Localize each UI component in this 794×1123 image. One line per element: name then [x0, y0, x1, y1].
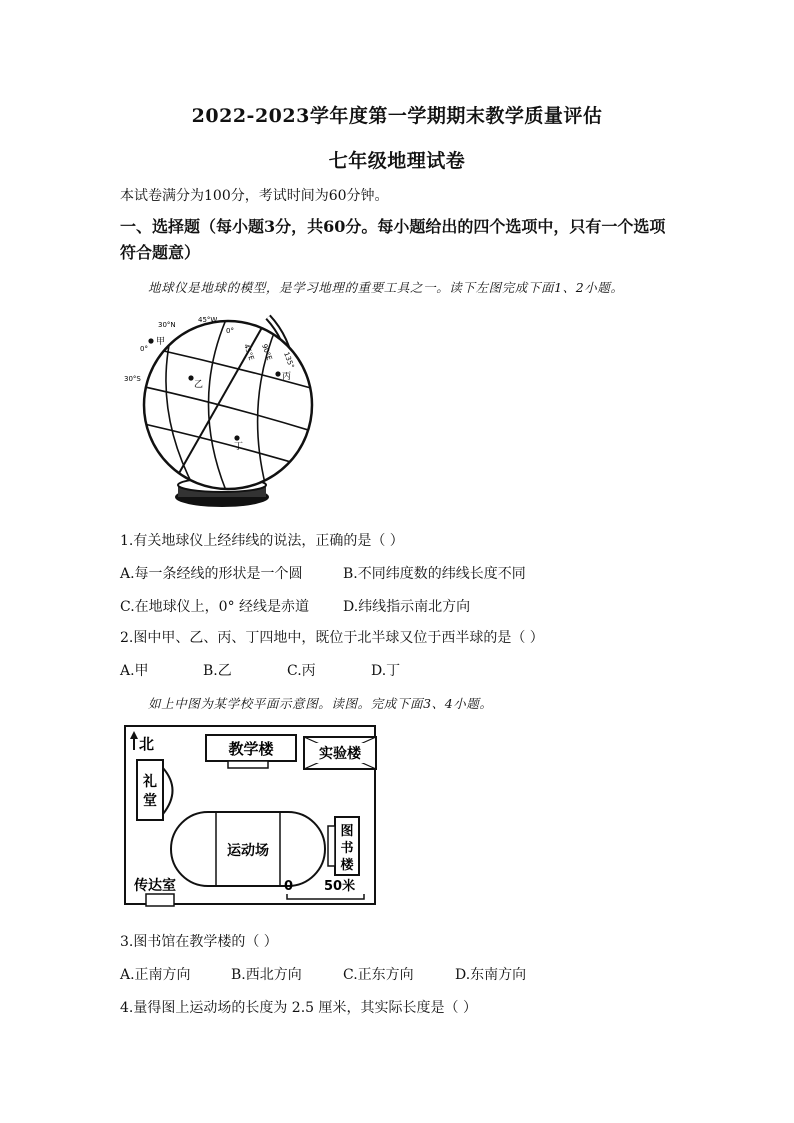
hall-building — [137, 760, 163, 820]
exam-instructions: 本试卷满分为100分，考试时间为60分钟。 — [120, 188, 389, 204]
q1-stem: 1.有关地球仪上经纬线的说法，正确的是（ ） — [120, 533, 404, 549]
lon-label-45w: 45°W — [198, 316, 218, 324]
hall-label-2: 堂 — [143, 793, 157, 809]
q1-option-d[interactable]: D.纬线指示南北方向 — [343, 599, 471, 615]
exam-subtitle: 七年级地理试卷 — [328, 150, 466, 172]
lab-building-label: 实验楼 — [319, 746, 361, 762]
library-label-2: 书 — [340, 841, 354, 856]
q1-option-b[interactable]: B.不同纬度数的纬线长度不同 — [343, 566, 526, 582]
scale-zero-label: 0 — [284, 879, 294, 894]
point-jia — [148, 338, 153, 343]
q2-stem: 2.图中甲、乙、丙、丁四地中，既位于北半球又位于西半球的是（ ） — [120, 630, 544, 646]
lon-label-0: 0° — [226, 327, 234, 335]
hall-label-1: 礼 — [143, 774, 157, 790]
lat-label-0: 0° — [140, 345, 148, 353]
q3-option-a[interactable]: A.正南方向 — [120, 967, 191, 983]
point-bing-label: 丙 — [282, 372, 292, 382]
intro-q1-2: 地球仪是地球的模型，是学习地理的重要工具之一。读下左图完成下面1、2小题。 — [148, 280, 624, 295]
q2-option-d[interactable]: D.丁 — [371, 663, 401, 679]
sports-field-label: 运动场 — [227, 843, 269, 859]
point-ding — [234, 435, 239, 440]
point-ding-label: 丁 — [234, 442, 244, 452]
lat-label-30n: 30°N — [158, 321, 176, 329]
section1-heading-line2: 符合题意） — [120, 243, 201, 262]
globe-figure — [118, 305, 338, 515]
q2-option-a[interactable]: A.甲 — [120, 663, 149, 679]
library-label-3: 楼 — [340, 858, 354, 873]
q1-option-c[interactable]: C.在地球仪上，0° 经线是赤道 — [120, 599, 310, 615]
guard-room-label: 传达室 — [134, 878, 176, 894]
guard-room — [146, 894, 174, 906]
q3-option-c[interactable]: C.正东方向 — [343, 967, 414, 983]
lon-label-90e: 90°E — [260, 342, 274, 362]
campus-map — [118, 722, 380, 914]
point-yi-label: 乙 — [194, 380, 204, 390]
q3-option-b[interactable]: B.西北方向 — [231, 967, 302, 983]
lon-label-135: 135° — [282, 350, 296, 370]
lat-label-30s: 30°S — [124, 375, 141, 383]
lon-label-45e: 45°E — [242, 342, 256, 362]
q2-option-c[interactable]: C.丙 — [287, 663, 316, 679]
q4-stem: 4.量得图上运动场的长度为 2.5 厘米，其实际长度是（ ） — [120, 1000, 477, 1016]
library-label-1: 图 — [340, 824, 354, 839]
intro-q3-4: 如上中图为某学校平面示意图。读图。完成下面3、4小题。 — [148, 696, 493, 711]
section1-heading-line1: 一、选择题（每小题3分，共60分。每小题给出的四个选项中，只有一个选项 — [120, 217, 666, 236]
point-bing — [275, 371, 280, 376]
north-label: 北 — [139, 735, 155, 753]
teaching-building-label: 教学楼 — [228, 740, 274, 758]
q2-option-b[interactable]: B.乙 — [203, 663, 232, 679]
scale-end-label: 50米 — [324, 879, 356, 894]
q3-option-d[interactable]: D.东南方向 — [455, 967, 527, 983]
point-yi — [188, 375, 193, 380]
exam-title: 2022-2023学年度第一学期期末教学质量评估 — [191, 105, 603, 127]
point-jia-label: 甲 — [156, 337, 166, 347]
q1-option-a[interactable]: A.每一条经线的形状是一个圆 — [120, 566, 303, 582]
q3-stem: 3.图书馆在教学楼的（ ） — [120, 934, 278, 950]
